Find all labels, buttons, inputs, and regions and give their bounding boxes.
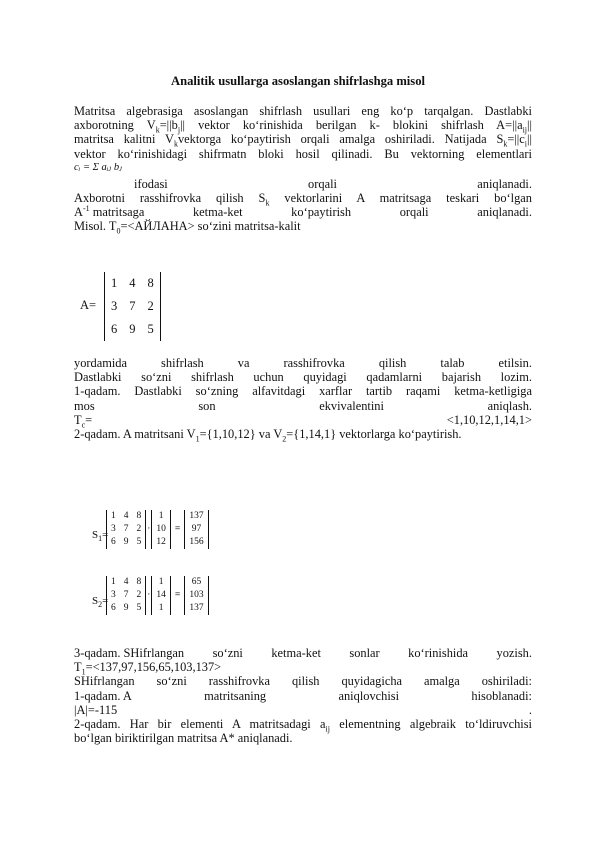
text-line: vektor ko‘rinishidagi shifrmatn bloki hosil qilinadi. Bu vektorning elementlari [74,146,532,161]
matrix-cell: 4 [123,511,129,521]
matrix-cell: 4 [123,577,129,587]
word: ekvivalentini [319,398,384,413]
text-line: bo‘lgan biriktirilgan matritsa A* aniqlanadi. [74,731,293,746]
word: oshiriladi: [481,674,532,689]
matrix-cell: 65 [191,577,202,587]
matrix-row [185,523,208,536]
page-title: Analitik usullarga asoslangan shifrlashga misol [170,74,426,88]
matrix-cell: 6 [111,322,118,336]
word: hisoblanadi: [471,688,532,703]
matrix-cell: 9 [123,537,129,547]
word: va [237,356,250,370]
matrix-cell: 6 [111,603,116,613]
matrix-cell: 9 [129,322,136,336]
matrix-row [105,318,161,341]
word: amalga [423,674,460,689]
matrix-row [105,272,161,295]
matrix-cell: 1 [158,511,164,521]
matrix-row [185,576,208,589]
matrix-cell: 137 [189,603,204,613]
text-line: 2-qadam. A matritsani $V_1=\{1,10,12\}$ va $V_2=\{1,14,1\}$ vektorlarga ko‘paytirish. [74,427,462,444]
matrix-row [185,536,208,549]
matrix-cell: 1 [158,603,164,613]
matrix-cell: 7 [129,299,136,313]
matrix-row [107,523,146,536]
word: 3-qadam. SHifrlangan [74,646,185,660]
text-line [74,356,532,370]
matrix-cell: 1 [158,577,164,587]
matrix-cell: 2 [136,590,142,600]
word: mos [74,398,95,413]
word: matritsaning [204,688,267,703]
matrix-cell: 5 [136,537,142,547]
matrix-cell: 6 [111,537,116,547]
matrix-cell: 5 [136,603,142,613]
matrix-row [185,589,208,602]
word: SHifrlangan [74,674,135,689]
matrix-row [152,536,171,549]
word: etilsin. [498,356,532,370]
matrix-row [152,510,171,523]
word: ko‘rinishida [408,646,469,660]
matrix-row [152,589,171,602]
matrix-row [105,295,161,318]
matrix-row [107,589,146,602]
word: qilish [378,356,407,370]
matrix-cell: 2 [147,299,154,313]
text-line: $A^{-1}$ matritsaga ketma-ket ko‘paytirish orqali aniqlanadi. [74,204,532,220]
word: qilish [291,674,320,689]
s2-label: $S_2=$ [92,595,109,610]
decrypt-paragraph [74,646,532,745]
matrix-cell: 4 [129,276,136,290]
s1-equation: 1 4 8 3 7 2 6 9 5 · 1 10 12 = 137 97 156 [106,510,209,549]
matrix-cell: 10 [156,524,166,534]
s1-label: $S_1=$ [92,529,109,544]
matrix-cell: 1 [111,577,116,587]
word: 1-qadam. A [74,688,132,703]
word: yordamida [74,356,127,370]
text-line [74,674,532,688]
matrix-cell: 2 [136,524,142,534]
text-line: Misol. $T_0=<АЙЛАНА>$ so‘zini matritsa-kalit [74,219,301,236]
matrix-row [185,602,208,615]
matrix-cell: 8 [147,276,154,290]
word: shifrlash [161,356,204,370]
matrix-row [107,510,146,523]
word: aniqlovchisi [338,688,400,703]
s2-equation: 1 4 8 3 7 2 6 9 5 · 1 14 1 = 65 103 137 [106,576,209,615]
text-line [74,399,532,413]
word: rasshifrovka [208,674,270,689]
matrix-a [104,272,161,341]
text-line: |A|=-115 . [74,702,532,717]
text-line: 2-qadam. Har bir elementi A matritsadagi $a_{ij}$ elementning algebraik to‘ldiruvchisi [74,717,532,734]
matrix-cell: 1 [111,276,118,290]
matrix-cell: 156 [189,537,204,547]
word: so‘zni [212,646,243,660]
matrix-row [107,536,146,549]
text-line [74,646,532,660]
word: so‘zni [156,674,187,689]
matrix-cell: 7 [123,524,129,534]
text-line: 1-qadam. Dastlabki so‘zning alfavitdagi xarflar tartib raqami ketma-ketligiga [74,384,532,399]
text-line: matritsa kalitni $V_kvektorga$ ko‘paytirish orqali amalga oshiriladi. Natijada $S_k=||c_i||$ [74,132,532,149]
matrix-cell: 8 [136,577,142,587]
matrix-cell: 103 [189,590,204,600]
matrix-cell: 8 [136,511,142,521]
matrix-row [107,602,146,615]
matrix-cell: 7 [123,590,129,600]
matrix-a-label: A= [80,298,97,312]
matrix-cell: 3 [111,299,118,313]
text-line: $T_1=<137,97,156,65,103,137>$ [74,660,222,677]
text-line: ifodasi orqali aniqlanadi. [134,176,532,191]
text-line: Matritsa algebrasiga asoslangan shifrlash usullari eng ko‘p tarqalgan. Dastlabki [74,104,532,118]
word: rasshifrovka [283,356,345,370]
matrix-cell: 97 [191,524,202,534]
matrix-cell: 9 [123,603,129,613]
text-line: Axborotni rasshifrovka qilish $S_k$ vektorlarini A matritsaga teskari bo‘lgan [74,191,533,208]
steps-paragraph [74,356,532,444]
formula: cᵢ = Σ aᵢⱼ bⱼ [74,161,122,173]
word: quyidagicha [341,674,403,689]
intro-paragraph [74,104,532,234]
text-line: $T_c=$ <1,10,12,1,14,1> [74,412,532,430]
matrix-row [152,602,171,615]
matrix-cell: 3 [111,590,116,600]
matrix-row [152,576,171,589]
text-line: axborotning $V_k=||b_j||$ vektor ko‘rinishida berilgan k- blokini shifrlash $A=||a_{ij}||$ [74,118,532,135]
matrix-cell: 14 [156,590,166,600]
text-line: Dastlabki so‘zni shifrlash uchun quyidagi qadamlarni bajarish lozim. [74,370,532,385]
matrix-cell: 1 [111,511,116,521]
word: ketma-ket [271,646,321,660]
word: yozish. [496,646,532,660]
matrix-cell: 137 [189,511,204,521]
word: sonlar [349,646,380,660]
word: aniqlash. [487,398,532,413]
word: talab [440,356,465,370]
matrix-cell: 3 [111,524,116,534]
matrix-cell: 12 [156,537,166,547]
matrix-row [152,523,171,536]
word: son [198,398,216,413]
matrix-cell: 5 [147,322,154,336]
matrix-row [107,576,146,589]
matrix-row [185,510,208,523]
text-line [74,689,532,703]
